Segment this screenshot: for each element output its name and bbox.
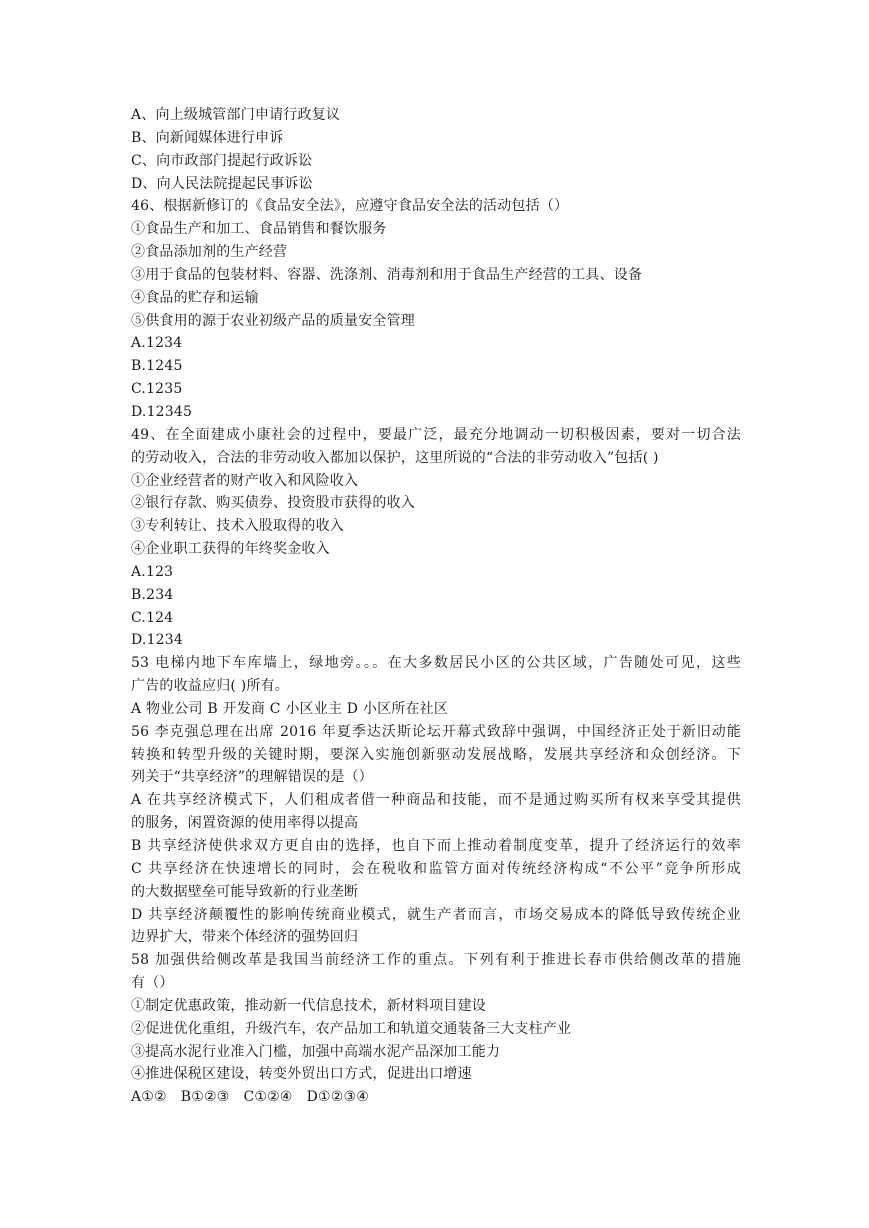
question-53-cont: 广告的收益应归( )所有。 (131, 678, 289, 695)
item-line: ②银行存款、购买债券、投资股市获得的收入 (131, 495, 415, 512)
option-line: A、向上级城管部门申请行政复议 (131, 107, 341, 123)
option-line: A①② B①②③ C①②④ D①②③④ (131, 1089, 369, 1106)
option-line: A.123 (131, 563, 174, 580)
option-line: D 共享经济颠覆性的影响传统商业模式，就生产者而言，市场交易成本的降低导致传统企业 (131, 906, 741, 923)
option-line: D.12345 (131, 403, 193, 420)
item-line: ④食品的贮存和运输 (131, 289, 259, 306)
document-page (131, 104, 741, 1109)
option-line: B、向新闻媒体进行申诉 (131, 129, 284, 146)
question-53: 53 电梯内地下车库墙上，绿地旁。。。在大多数居民小区的公共区域，广告随处可见，这些 (131, 655, 741, 672)
item-line: ③提高水泥行业准入门槛，加强中高端水泥产品深加工能力 (131, 1043, 501, 1060)
question-58: 58 加强供给侧改革是我国当前经济工作的重点。下列有利于推进长春市供给侧改革的措施 (131, 952, 741, 969)
item-line: ③专利转让、技术入股取得的收入 (131, 518, 344, 535)
option-line: D、向人民法院提起民事诉讼 (131, 175, 313, 192)
item-line: ④推进保税区建设，转变外贸出口方式，促进出口增速 (131, 1066, 472, 1083)
item-line: ④企业职工获得的年终奖金收入 (131, 541, 330, 558)
option-line-cont: 边界扩大，带来个体经济的强势回归 (131, 929, 359, 946)
option-line: A 在共享经济模式下，人们租成者借一种商品和技能，而不是通过购买所有权来享受其提供 (131, 792, 741, 809)
item-line: ①食品生产和加工、食品销售和餐饮服务 (131, 221, 387, 238)
option-line: A 物业公司 B 开发商 C 小区业主 D 小区所在社区 (131, 700, 449, 717)
option-line: D.1234 (131, 632, 184, 649)
option-line-cont: 的服务，闲置资源的使用率得以提高 (131, 815, 359, 832)
question-49: 49、在全面建成小康社会的过程中，要最广泛，最充分地调动一切积极因素，要对一切合法 (131, 426, 741, 443)
option-line: B.1245 (131, 358, 183, 375)
option-line: A.1234 (131, 335, 183, 352)
question-56-cont: 转换和转型升级的关键时期，要深入实施创新驱动发展战略，发展共享经济和众创经济。下 (131, 746, 741, 763)
option-line-cont: 的大数据壁垒可能导致新的行业垄断 (131, 883, 359, 900)
option-line: B.234 (131, 586, 174, 603)
question-49-cont: 的劳动收入，合法的非劳动收入都加以保护，这里所说的“合法的非劳动收入”包括( ) (131, 449, 659, 466)
option-line: C.124 (131, 609, 174, 626)
item-line: ⑤供食用的源于农业初级产品的质量安全管理 (131, 312, 415, 329)
item-line: ③用于食品的包装材料、容器、洗涤剂、消毒剂和用于食品生产经营的工具、设备 (131, 266, 643, 283)
option-line: B 共享经济使供求双方更自由的选择，也自下而上推动着制度变革，提升了经济运行的效率 (131, 838, 741, 854)
item-line: ②促进优化重组，升级汽车，农产品加工和轨道交通装备三大支柱产业 (131, 1020, 572, 1037)
option-line: C、向市政部门提起行政诉讼 (131, 152, 313, 169)
question-58-cont: 有（） (131, 975, 174, 992)
item-line: ②食品添加剂的生产经营 (131, 244, 288, 261)
option-line: C 共享经济在快速增长的同时，会在税收和监管方面对传统经济构成“不公平”竞争所形成 (131, 860, 741, 877)
question-56-cont: 列关于“共享经济”的理解错误的是（） (131, 769, 373, 786)
option-line: C.1235 (131, 381, 183, 398)
item-line: ①制定优惠政策，推动新一代信息技术，新材料项目建设 (131, 997, 486, 1014)
question-56: 56 李克强总理在出席 2016 年夏季达沃斯论坛开幕式致辞中强调，中国经济正处于新旧动能 (131, 723, 741, 740)
question-46: 46、根据新修订的《食品安全法》，应遵守食品安全法的活动包括（） (131, 198, 569, 215)
item-line: ①企业经营者的财产收入和风险收入 (131, 472, 359, 489)
